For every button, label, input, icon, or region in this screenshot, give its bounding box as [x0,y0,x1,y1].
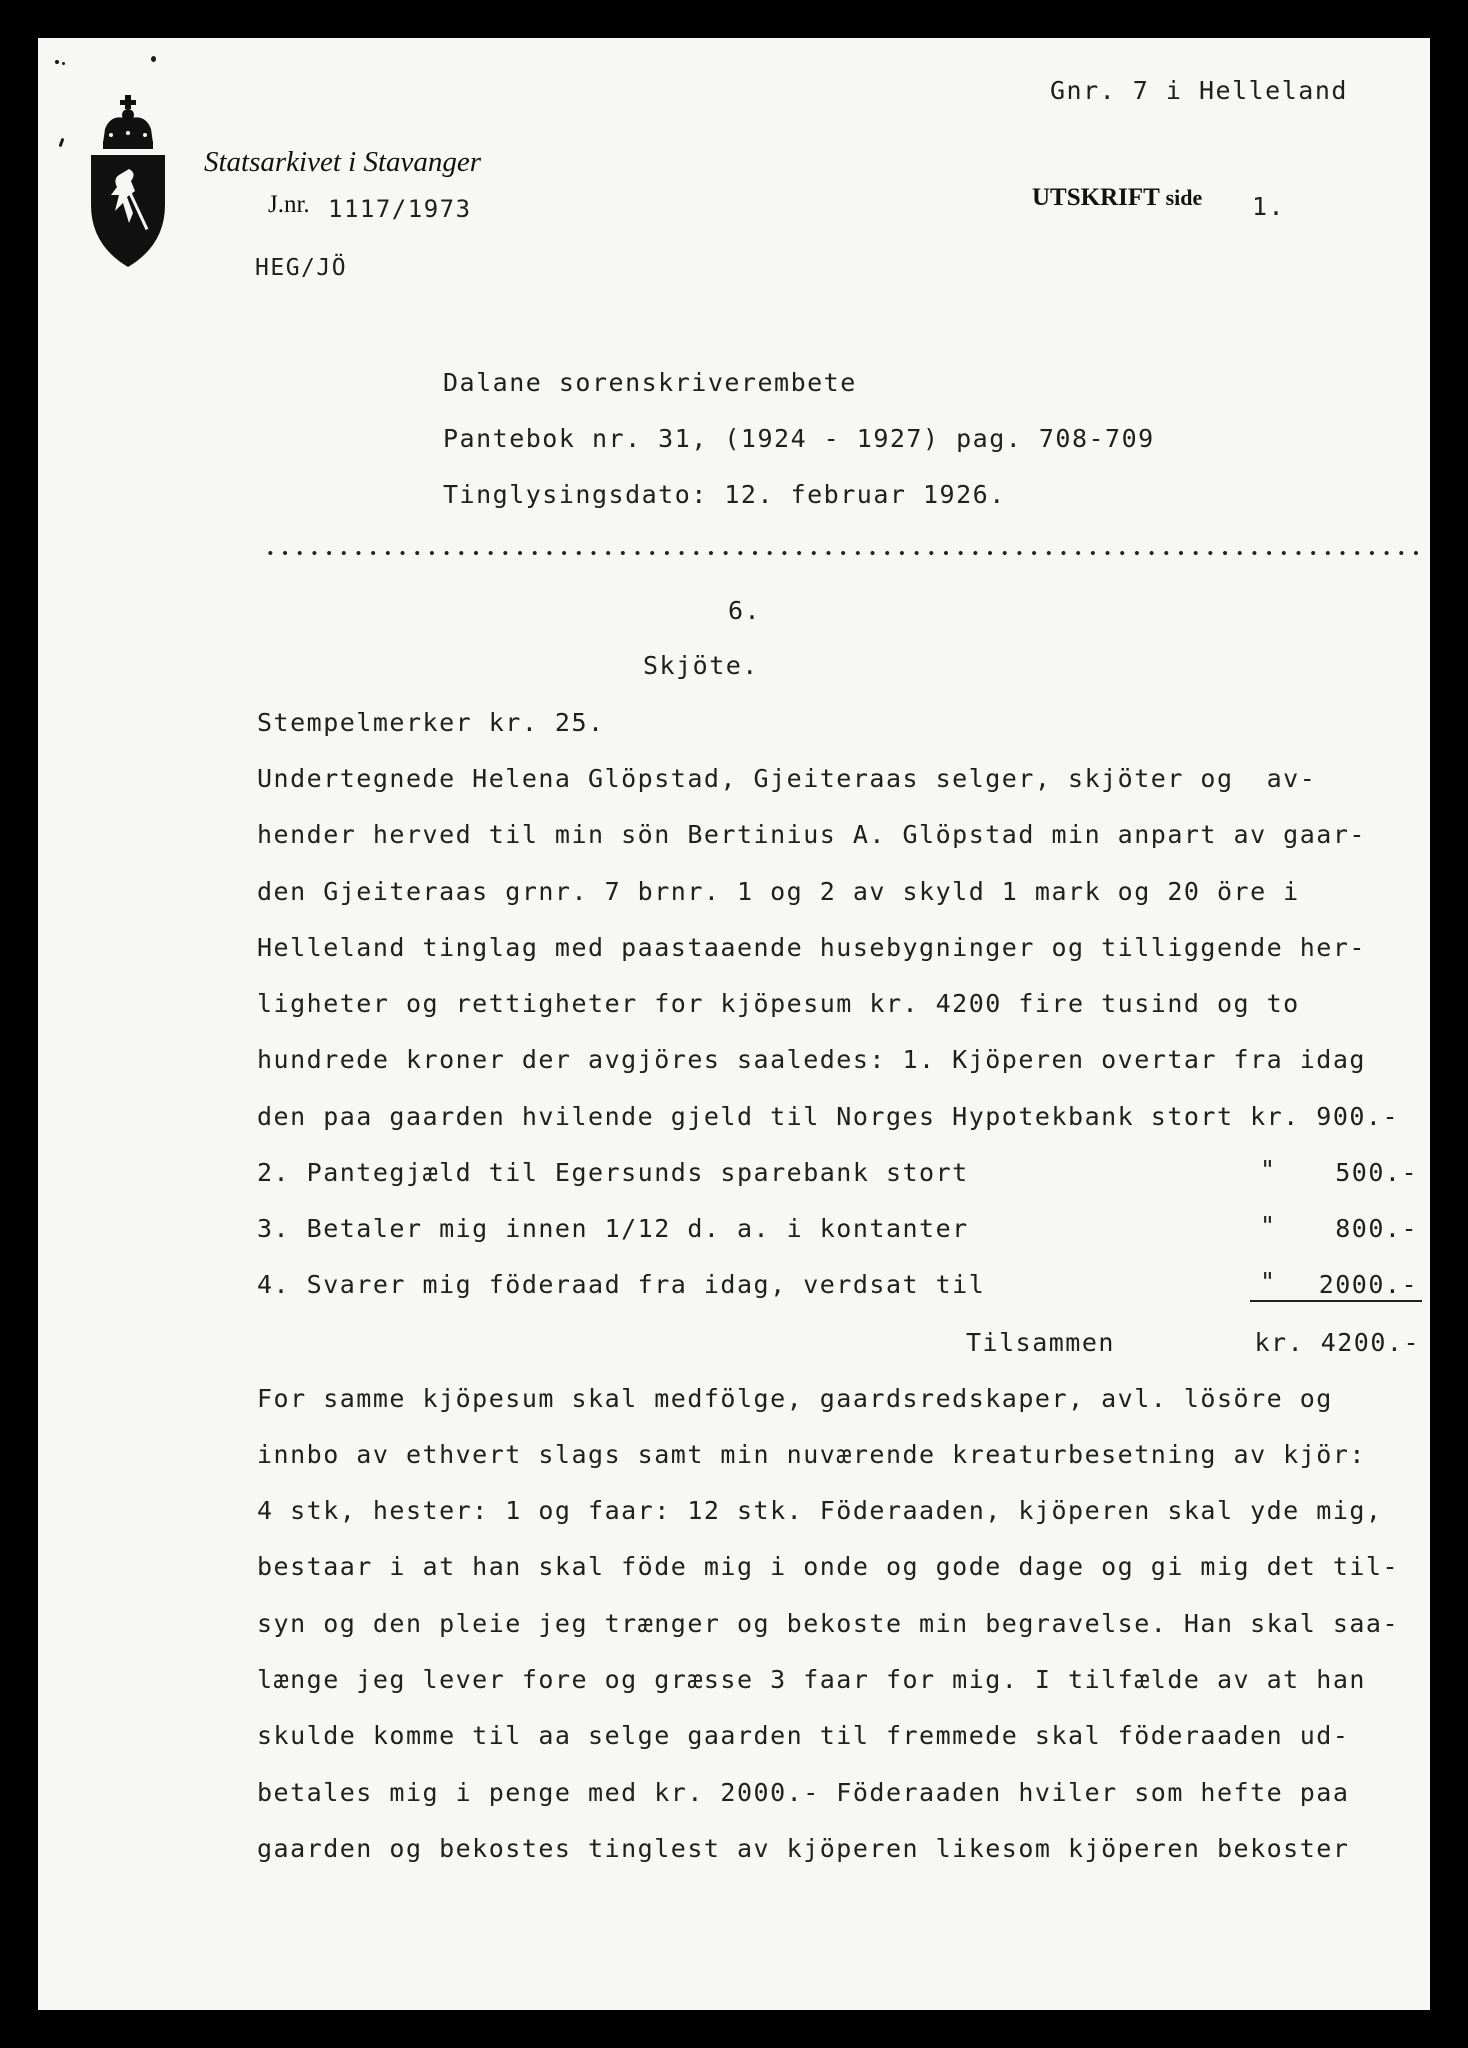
document-title: Skjöte. [643,651,759,680]
stamp-line: Stempelmerker kr. 25. [257,708,605,737]
ink-speck [151,56,156,62]
payment-item-text: 4. Svarer mig föderaad fra idag, verdsat til [257,1270,986,1299]
payment-item-amount: 2000.- [1318,1270,1418,1299]
utskrift-label [1032,184,1202,212]
dotted-separator [263,551,1423,555]
payment-item-amount: 500.- [1335,1158,1418,1187]
source-date: Tinglysingsdato: 12. februar 1926. [443,480,1006,509]
text-line: længe jeg lever fore og græsse 3 faar for mig. I tilfælde av at han [257,1665,1366,1694]
text-line: hundrede kroner der avgjöres saaledes: 1. Kjöperen overtar fra idag [257,1045,1366,1074]
text-line: innbo av ethvert slags samt min nuværende kreaturbesetning av kjör: [257,1440,1366,1469]
utskrift-text: UTSKRIFT [1032,184,1160,211]
ditto-mark: " [1260,1211,1277,1240]
ditto-mark: " [1260,1155,1277,1184]
page-number: 1. [1252,192,1286,221]
source-office: Dalane sorenskriverembete [443,368,857,397]
text-line: betales mig i penge med kr. 2000.- Föderaaden hviler som hefte paa [257,1778,1350,1807]
text-line: ligheter og rettigheter for kjöpesum kr. 4200 fire tusind og to [257,989,1300,1018]
jnr-label: J.nr. [268,191,310,218]
archive-name: Statsarkivet i Stavanger [204,146,482,178]
text-line: bestaar i at han skal föde mig i onde og gode dage og gi mig det til- [257,1552,1400,1581]
ink-speck [55,60,59,64]
text-line: syn og den pleie jeg trænger og bekoste min begravelse. Han skal saa- [257,1609,1400,1638]
text-line: Helleland tinglag med paastaaende husebygninger og tilliggende her- [257,933,1366,962]
text-line: den paa gaarden hvilende gjeld til Norges Hypotekbank stort kr. 900.- [257,1102,1400,1131]
total-amount: kr. 4200.- [1254,1328,1420,1357]
initials: HEG/JÖ [255,255,348,281]
text-line: Undertegnede Helena Glöpstad, Gjeiteraas selger, skjöter og av- [257,764,1317,793]
sum-underline [1250,1300,1422,1302]
payment-item-text: 2. Pantegjæld til Egersunds sparebank stort [257,1158,969,1187]
document-page [38,38,1430,2010]
ink-speck [59,138,65,147]
entry-number: 6. [728,596,762,625]
ink-speck [62,62,65,65]
norwegian-coat-of-arms-icon [89,95,167,270]
payment-item-amount: 800.- [1335,1214,1418,1243]
text-line: For samme kjöpesum skal medfölge, gaardsredskaper, avl. lösöre og [257,1384,1333,1413]
text-line: hender herved til min sön Bertinius A. Glöpstad min anpart av gaar- [257,820,1366,849]
side-text: side [1165,185,1203,210]
text-line: 4 stk, hester: 1 og faar: 12 stk. Föderaaden, kjöperen skal yde mig, [257,1496,1383,1525]
jnr-value: 1117/1973 [328,195,472,223]
gnr-heading: Gnr. 7 i Helleland [1050,76,1348,105]
source-book: Pantebok nr. 31, (1924 - 1927) pag. 708-709 [443,424,1155,453]
payment-item-text: 3. Betaler mig innen 1/12 d. a. i kontanter [257,1214,969,1243]
text-line: den Gjeiteraas grnr. 7 brnr. 1 og 2 av skyld 1 mark og 20 öre i [257,877,1300,906]
text-line: skulde komme til aa selge gaarden til fremmede skal föderaaden ud- [257,1721,1350,1750]
ditto-mark: " [1260,1267,1277,1296]
text-line: gaarden og bekostes tinglest av kjöperen likesom kjöperen bekoster [257,1834,1350,1863]
total-label: Tilsammen [966,1328,1115,1357]
